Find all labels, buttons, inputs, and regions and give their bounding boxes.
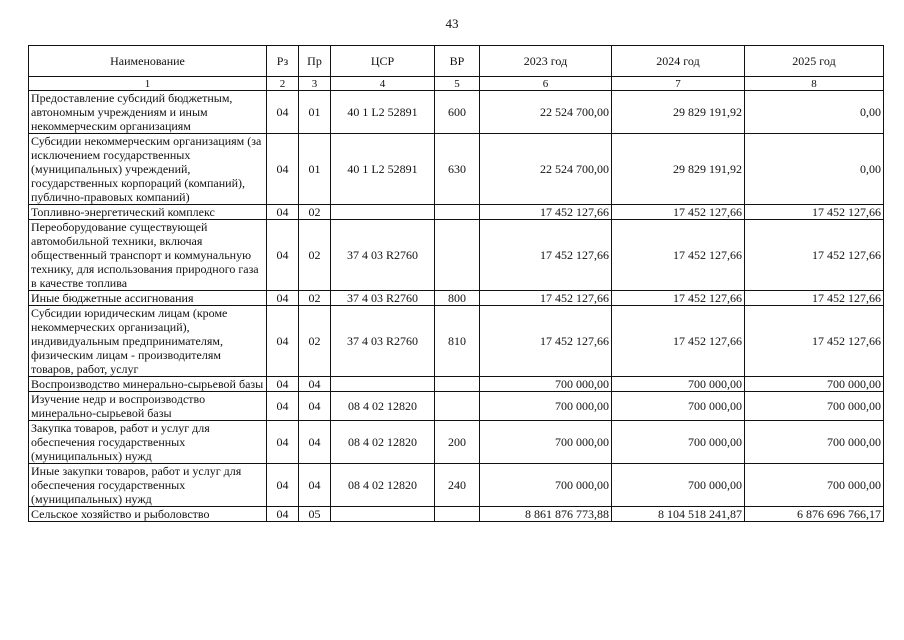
row-rz: 04 xyxy=(267,220,299,291)
header-vr: ВР xyxy=(435,46,480,77)
page-number: 43 xyxy=(445,16,459,31)
row-name: Воспроизводство минерально-сырьевой базы xyxy=(29,377,267,392)
row-rz: 04 xyxy=(267,134,299,205)
row-pr: 02 xyxy=(299,220,331,291)
row-2024: 700 000,00 xyxy=(612,392,745,421)
row-name: Переоборудование существующей автомобильной техники, включая общественный транспорт и коммунальную технику, для использования природного газа в качестве топлива xyxy=(29,220,267,291)
row-rz: 04 xyxy=(267,91,299,134)
column-number: 6 xyxy=(480,77,612,91)
row-vr: 240 xyxy=(435,464,480,507)
row-name: Субсидии юридическим лицам (кроме некоммерческих организаций), индивидуальным предпринимателям, физическим лицам - производителям товаров, работ, услуг xyxy=(29,306,267,377)
row-pr: 02 xyxy=(299,205,331,220)
row-2024: 700 000,00 xyxy=(612,464,745,507)
table-row xyxy=(29,220,884,291)
row-vr xyxy=(435,220,480,291)
row-name: Изучение недр и воспроизводство минерально-сырьевой базы xyxy=(29,392,267,421)
row-2024: 8 104 518 241,87 xyxy=(612,507,745,522)
table-row xyxy=(29,507,884,522)
table-row xyxy=(29,377,884,392)
row-2025: 17 452 127,66 xyxy=(745,205,884,220)
row-2024: 17 452 127,66 xyxy=(612,205,745,220)
row-pr: 05 xyxy=(299,507,331,522)
budget-table xyxy=(28,45,884,522)
column-number: 7 xyxy=(612,77,745,91)
table-row xyxy=(29,421,884,464)
row-2025: 17 452 127,66 xyxy=(745,291,884,306)
row-name: Иные закупки товаров, работ и услуг для обеспечения государственных (муниципальных) нужд xyxy=(29,464,267,507)
header-2023: 2023 год xyxy=(480,46,612,77)
row-vr xyxy=(435,392,480,421)
row-name: Субсидии некоммерческим организациям (за исключением государственных (муниципальных) учреждений, государственных корпораций (компаний), публично-правовых компаний) xyxy=(29,134,267,205)
row-2023: 22 524 700,00 xyxy=(480,91,612,134)
row-rz: 04 xyxy=(267,306,299,377)
column-number: 8 xyxy=(745,77,884,91)
column-number: 2 xyxy=(267,77,299,91)
row-rz: 04 xyxy=(267,377,299,392)
row-2023: 700 000,00 xyxy=(480,377,612,392)
row-2025: 17 452 127,66 xyxy=(745,306,884,377)
row-rz: 04 xyxy=(267,464,299,507)
row-vr xyxy=(435,205,480,220)
row-csr xyxy=(331,377,435,392)
header-csr: ЦСР xyxy=(331,46,435,77)
row-vr: 600 xyxy=(435,91,480,134)
row-name: Топливно-энергетический комплекс xyxy=(29,205,267,220)
row-vr: 810 xyxy=(435,306,480,377)
table-row xyxy=(29,392,884,421)
row-csr: 37 4 03 R2760 xyxy=(331,291,435,306)
row-vr: 800 xyxy=(435,291,480,306)
row-rz: 04 xyxy=(267,291,299,306)
column-number: 5 xyxy=(435,77,480,91)
table-row xyxy=(29,205,884,220)
row-pr: 02 xyxy=(299,291,331,306)
header-rz: Рз xyxy=(267,46,299,77)
row-2023: 22 524 700,00 xyxy=(480,134,612,205)
row-csr: 08 4 02 12820 xyxy=(331,421,435,464)
row-pr: 04 xyxy=(299,464,331,507)
row-2023: 8 861 876 773,88 xyxy=(480,507,612,522)
row-2024: 29 829 191,92 xyxy=(612,134,745,205)
row-2024: 29 829 191,92 xyxy=(612,91,745,134)
row-csr: 08 4 02 12820 xyxy=(331,392,435,421)
row-csr: 08 4 02 12820 xyxy=(331,464,435,507)
row-rz: 04 xyxy=(267,421,299,464)
row-2024: 700 000,00 xyxy=(612,377,745,392)
row-2025: 17 452 127,66 xyxy=(745,220,884,291)
row-2025: 0,00 xyxy=(745,134,884,205)
row-vr: 200 xyxy=(435,421,480,464)
table-row xyxy=(29,91,884,134)
row-2024: 700 000,00 xyxy=(612,421,745,464)
row-csr xyxy=(331,205,435,220)
row-2023: 700 000,00 xyxy=(480,464,612,507)
row-2025: 0,00 xyxy=(745,91,884,134)
header-row xyxy=(29,46,884,77)
header-2025: 2025 год xyxy=(745,46,884,77)
column-number: 4 xyxy=(331,77,435,91)
row-csr: 37 4 03 R2760 xyxy=(331,306,435,377)
row-csr: 37 4 03 R2760 xyxy=(331,220,435,291)
column-number: 3 xyxy=(299,77,331,91)
row-csr xyxy=(331,507,435,522)
row-name: Закупка товаров, работ и услуг для обеспечения государственных (муниципальных) нужд xyxy=(29,421,267,464)
row-rz: 04 xyxy=(267,507,299,522)
row-pr: 01 xyxy=(299,134,331,205)
row-pr: 02 xyxy=(299,306,331,377)
header-pr: Пр xyxy=(299,46,331,77)
row-2023: 17 452 127,66 xyxy=(480,220,612,291)
table-row xyxy=(29,464,884,507)
row-rz: 04 xyxy=(267,392,299,421)
row-2025: 700 000,00 xyxy=(745,421,884,464)
row-2025: 700 000,00 xyxy=(745,392,884,421)
row-2025: 700 000,00 xyxy=(745,377,884,392)
row-pr: 01 xyxy=(299,91,331,134)
row-2023: 700 000,00 xyxy=(480,392,612,421)
table-row xyxy=(29,306,884,377)
header-2024: 2024 год xyxy=(612,46,745,77)
table-row xyxy=(29,134,884,205)
row-pr: 04 xyxy=(299,377,331,392)
row-2024: 17 452 127,66 xyxy=(612,220,745,291)
row-2025: 700 000,00 xyxy=(745,464,884,507)
row-rz: 04 xyxy=(267,205,299,220)
row-csr: 40 1 L2 52891 xyxy=(331,91,435,134)
row-pr: 04 xyxy=(299,421,331,464)
row-name: Предоставление субсидий бюджетным, автономным учреждениям и иным некоммерческим организациям xyxy=(29,91,267,134)
row-2023: 17 452 127,66 xyxy=(480,205,612,220)
row-2025: 6 876 696 766,17 xyxy=(745,507,884,522)
row-2023: 17 452 127,66 xyxy=(480,291,612,306)
row-2024: 17 452 127,66 xyxy=(612,291,745,306)
row-vr xyxy=(435,377,480,392)
row-name: Иные бюджетные ассигнования xyxy=(29,291,267,306)
header-name: Наименование xyxy=(29,46,267,77)
row-vr: 630 xyxy=(435,134,480,205)
row-pr: 04 xyxy=(299,392,331,421)
column-number-row xyxy=(29,77,884,91)
row-2023: 17 452 127,66 xyxy=(480,306,612,377)
row-name: Сельское хозяйство и рыболовство xyxy=(29,507,267,522)
row-vr xyxy=(435,507,480,522)
column-number: 1 xyxy=(29,77,267,91)
row-csr: 40 1 L2 52891 xyxy=(331,134,435,205)
row-2024: 17 452 127,66 xyxy=(612,306,745,377)
row-2023: 700 000,00 xyxy=(480,421,612,464)
table-row xyxy=(29,291,884,306)
